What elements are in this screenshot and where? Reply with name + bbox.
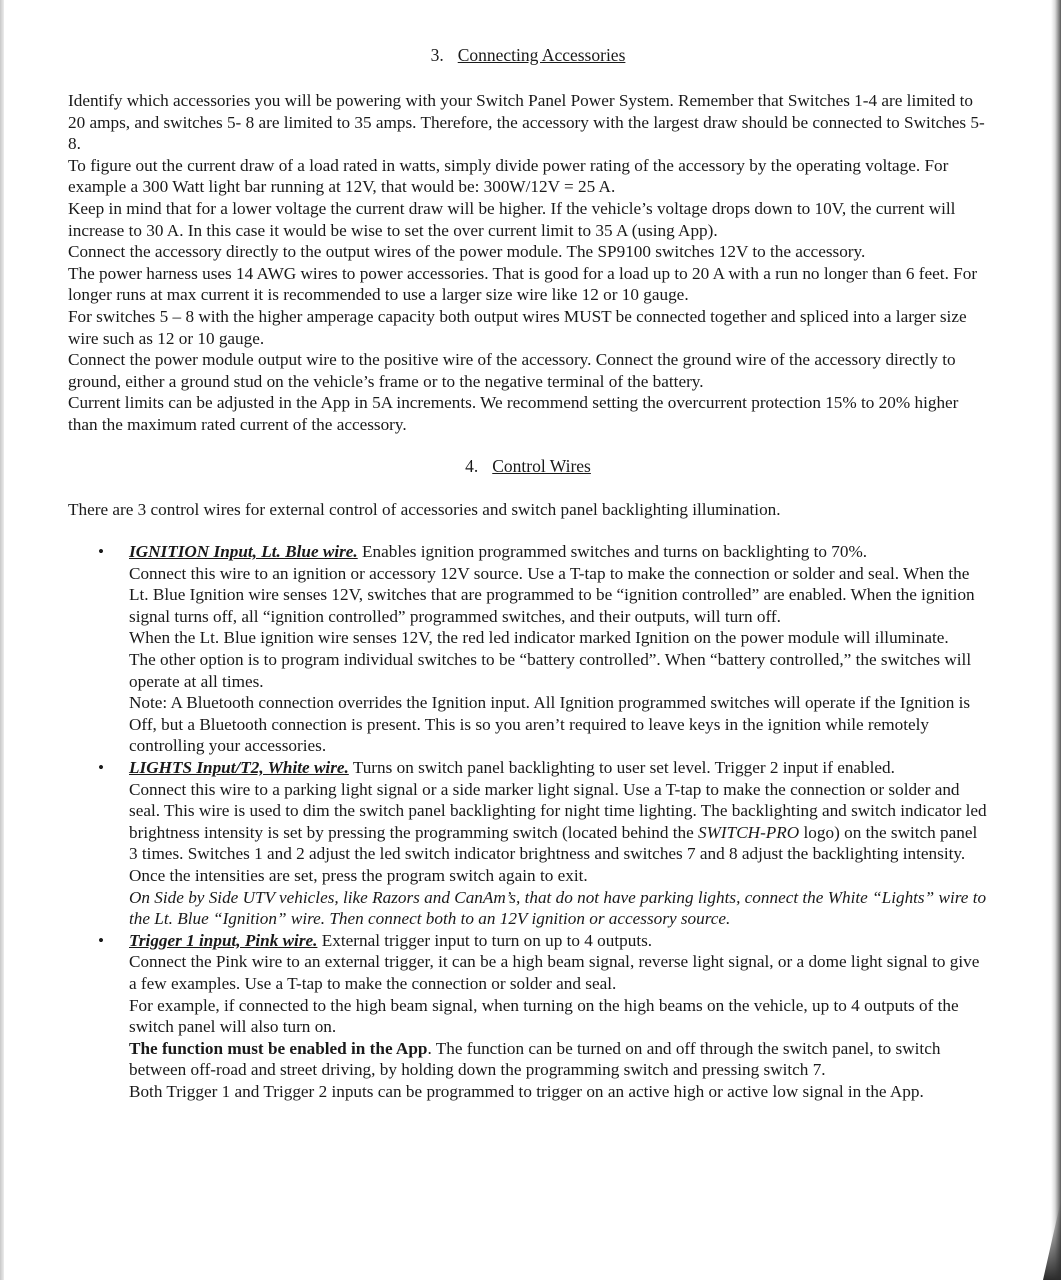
paragraph: Current limits can be adjusted in the App in 5A increments. We recommend setting the overcurrent protection 15% to 20% higher than the maximum rated current of the accessory. <box>68 393 959 434</box>
list-item-ignition <box>68 541 988 757</box>
paragraph: Connect the accessory directly to the output wires of the power module. The SP9100 switches 12V to the accessory. <box>68 242 866 262</box>
paragraph: Connect the power module output wire to the positive wire of the accessory. Connect the ground wire of the accessory directly to ground, either a ground stud on the vehicle’s frame or to the negative terminal of the battery. <box>68 350 956 391</box>
section-3-number: 3. <box>430 45 444 65</box>
ignition-text: When the Lt. Blue ignition wire senses 12V, the red led indicator marked Ignition on the power module will illuminate. <box>129 628 949 648</box>
section-3-heading <box>68 44 988 66</box>
paragraph: Identify which accessories you will be powering with your Switch Panel Power System. Remember that Switches 1-4 are limited to 20 amps, and switches 5- 8 are limited to 35 amps. Therefore, the accessory with the largest draw should be connected to Switches 5- 8. <box>68 91 985 154</box>
bullet-first-line <box>129 757 988 779</box>
trigger-text: For example, if connected to the high beam signal, when turning on the high beams on the vehicle, up to 4 outputs of the switch panel will also turn on. <box>129 995 959 1037</box>
section-3-title: Connecting Accessories <box>457 45 626 65</box>
document-page <box>68 40 988 1103</box>
bullet-icon: • <box>97 930 105 950</box>
bullet-first-line <box>129 930 988 952</box>
lights-text-part: Connect this wire to a parking light signal or a side marker light signal. Use a T-tap to make the connection or solder and seal. This wire is used to dim the switch panel backlighting for night time lighting. The backlighting and switch indicator led brightness intensity is set by pressing the programming switch (located behind the <box>129 779 987 842</box>
list-item-lights <box>68 757 988 930</box>
trigger-text: Connect the Pink wire to an external trigger, it can be a high beam signal, reverse light signal, or a dome light signal to give a few examples. Use a T-tap to make the connection or solder and seal. <box>129 952 980 993</box>
control-wires-list <box>68 541 988 1102</box>
ignition-lead-rest: Enables ignition programmed switches and turns on backlighting to 70%. <box>357 542 868 562</box>
lights-lead-rest: Turns on switch panel backlighting to user set level. Trigger 2 input if enabled. <box>348 758 895 778</box>
page-right-edge <box>1051 0 1061 1280</box>
section-4-number: 4. <box>465 455 479 476</box>
page-left-edge <box>0 0 4 1280</box>
section-3-body <box>68 90 988 436</box>
ignition-text: Connect this wire to an ignition or accessory 12V source. Use a T-tap to make the connection or solder and seal. When the Lt. Blue Ignition wire senses 12V, switches that are programmed to be “ignition controlled” are enabled. When the ignition signal turns off, all “ignition controlled” programmed switches, and their outputs, will turn off. <box>129 563 975 626</box>
ignition-text: The other option is to program individual switches to be “battery controlled”. When “battery controlled,” the switches will operate at all times. <box>129 650 972 691</box>
paragraph: To figure out the current draw of a load rated in watts, simply divide power rating of the accessory by the operating voltage. For example a 300 Watt light bar running at 12V, that would be: 300W/12V = 25 A. <box>68 155 949 197</box>
lights-lead: LIGHTS Input/T2, White wire. <box>129 758 349 778</box>
section-4-intro: There are 3 control wires for external control of accessories and switch panel backlighting illumination. <box>68 499 781 519</box>
trigger-bold-rest: . The function can be turned on and off through the switch panel, to switch between off-road and street driving, by holding down the programming switch and pressing switch 7. <box>129 1038 941 1080</box>
paragraph: For switches 5 – 8 with the higher amperage capacity both output wires MUST be connected together and spliced into a larger size wire such as 12 or 10 gauge. <box>68 306 967 348</box>
ignition-note: Note: A Bluetooth connection overrides the Ignition input. All Ignition programmed switches will operate if the Ignition is Off, but a Bluetooth connection is present. This is so you aren’t required to leave keys in the ignition while remotely controlling your accessories. <box>129 693 971 756</box>
trigger-lead-rest: External trigger input to turn on up to 4 outputs. <box>317 930 653 950</box>
paragraph: Keep in mind that for a lower voltage the current draw will be higher. If the vehicle’s voltage drops down to 10V, the current will increase to 30 A. In this case it would be wise to set the over current limit to 35 A (using App). <box>68 198 956 240</box>
trigger-lead: Trigger 1 input, Pink wire. <box>129 930 318 950</box>
lights-text <box>129 779 988 887</box>
section-4-title: Control Wires <box>492 455 591 476</box>
paragraph: The power harness uses 14 AWG wires to power accessories. That is good for a load up to 20 A with a run no longer than 6 feet. For longer runs at max current it is recommended to use a larger size wire like 12 or 10 gauge. <box>68 263 978 305</box>
bullet-icon: • <box>97 542 105 562</box>
lights-text-part: logo) on the switch panel 3 times. Switches 1 and 2 adjust the led switch indicator brightness and switches 7 and 8 adjust the backlighting intensity. Once the intensities are set, press the program switch again to exit. <box>129 822 978 885</box>
trigger-bold-lead: The function must be enabled in the App <box>129 1038 428 1058</box>
ignition-lead: IGNITION Input, Lt. Blue wire. <box>129 542 358 562</box>
lights-utv-note: On Side by Side UTV vehicles, like Razors and CanAm’s, that do not have parking lights, connect the White “Lights” wire to the Lt. Blue “Ignition” wire. Then connect both to an 12V ignition or accessory source. <box>129 887 987 929</box>
trigger-last-line: Both Trigger 1 and Trigger 2 inputs can be programmed to trigger on an active high or active low signal in the App. <box>129 1081 924 1101</box>
trigger-app-text <box>129 1038 988 1081</box>
list-item-trigger-1 <box>68 930 988 1103</box>
bullet-icon: • <box>97 758 105 778</box>
section-4-heading <box>68 455 988 477</box>
switch-pro-brand: SWITCH-PRO <box>698 822 800 842</box>
bullet-first-line <box>129 541 988 563</box>
